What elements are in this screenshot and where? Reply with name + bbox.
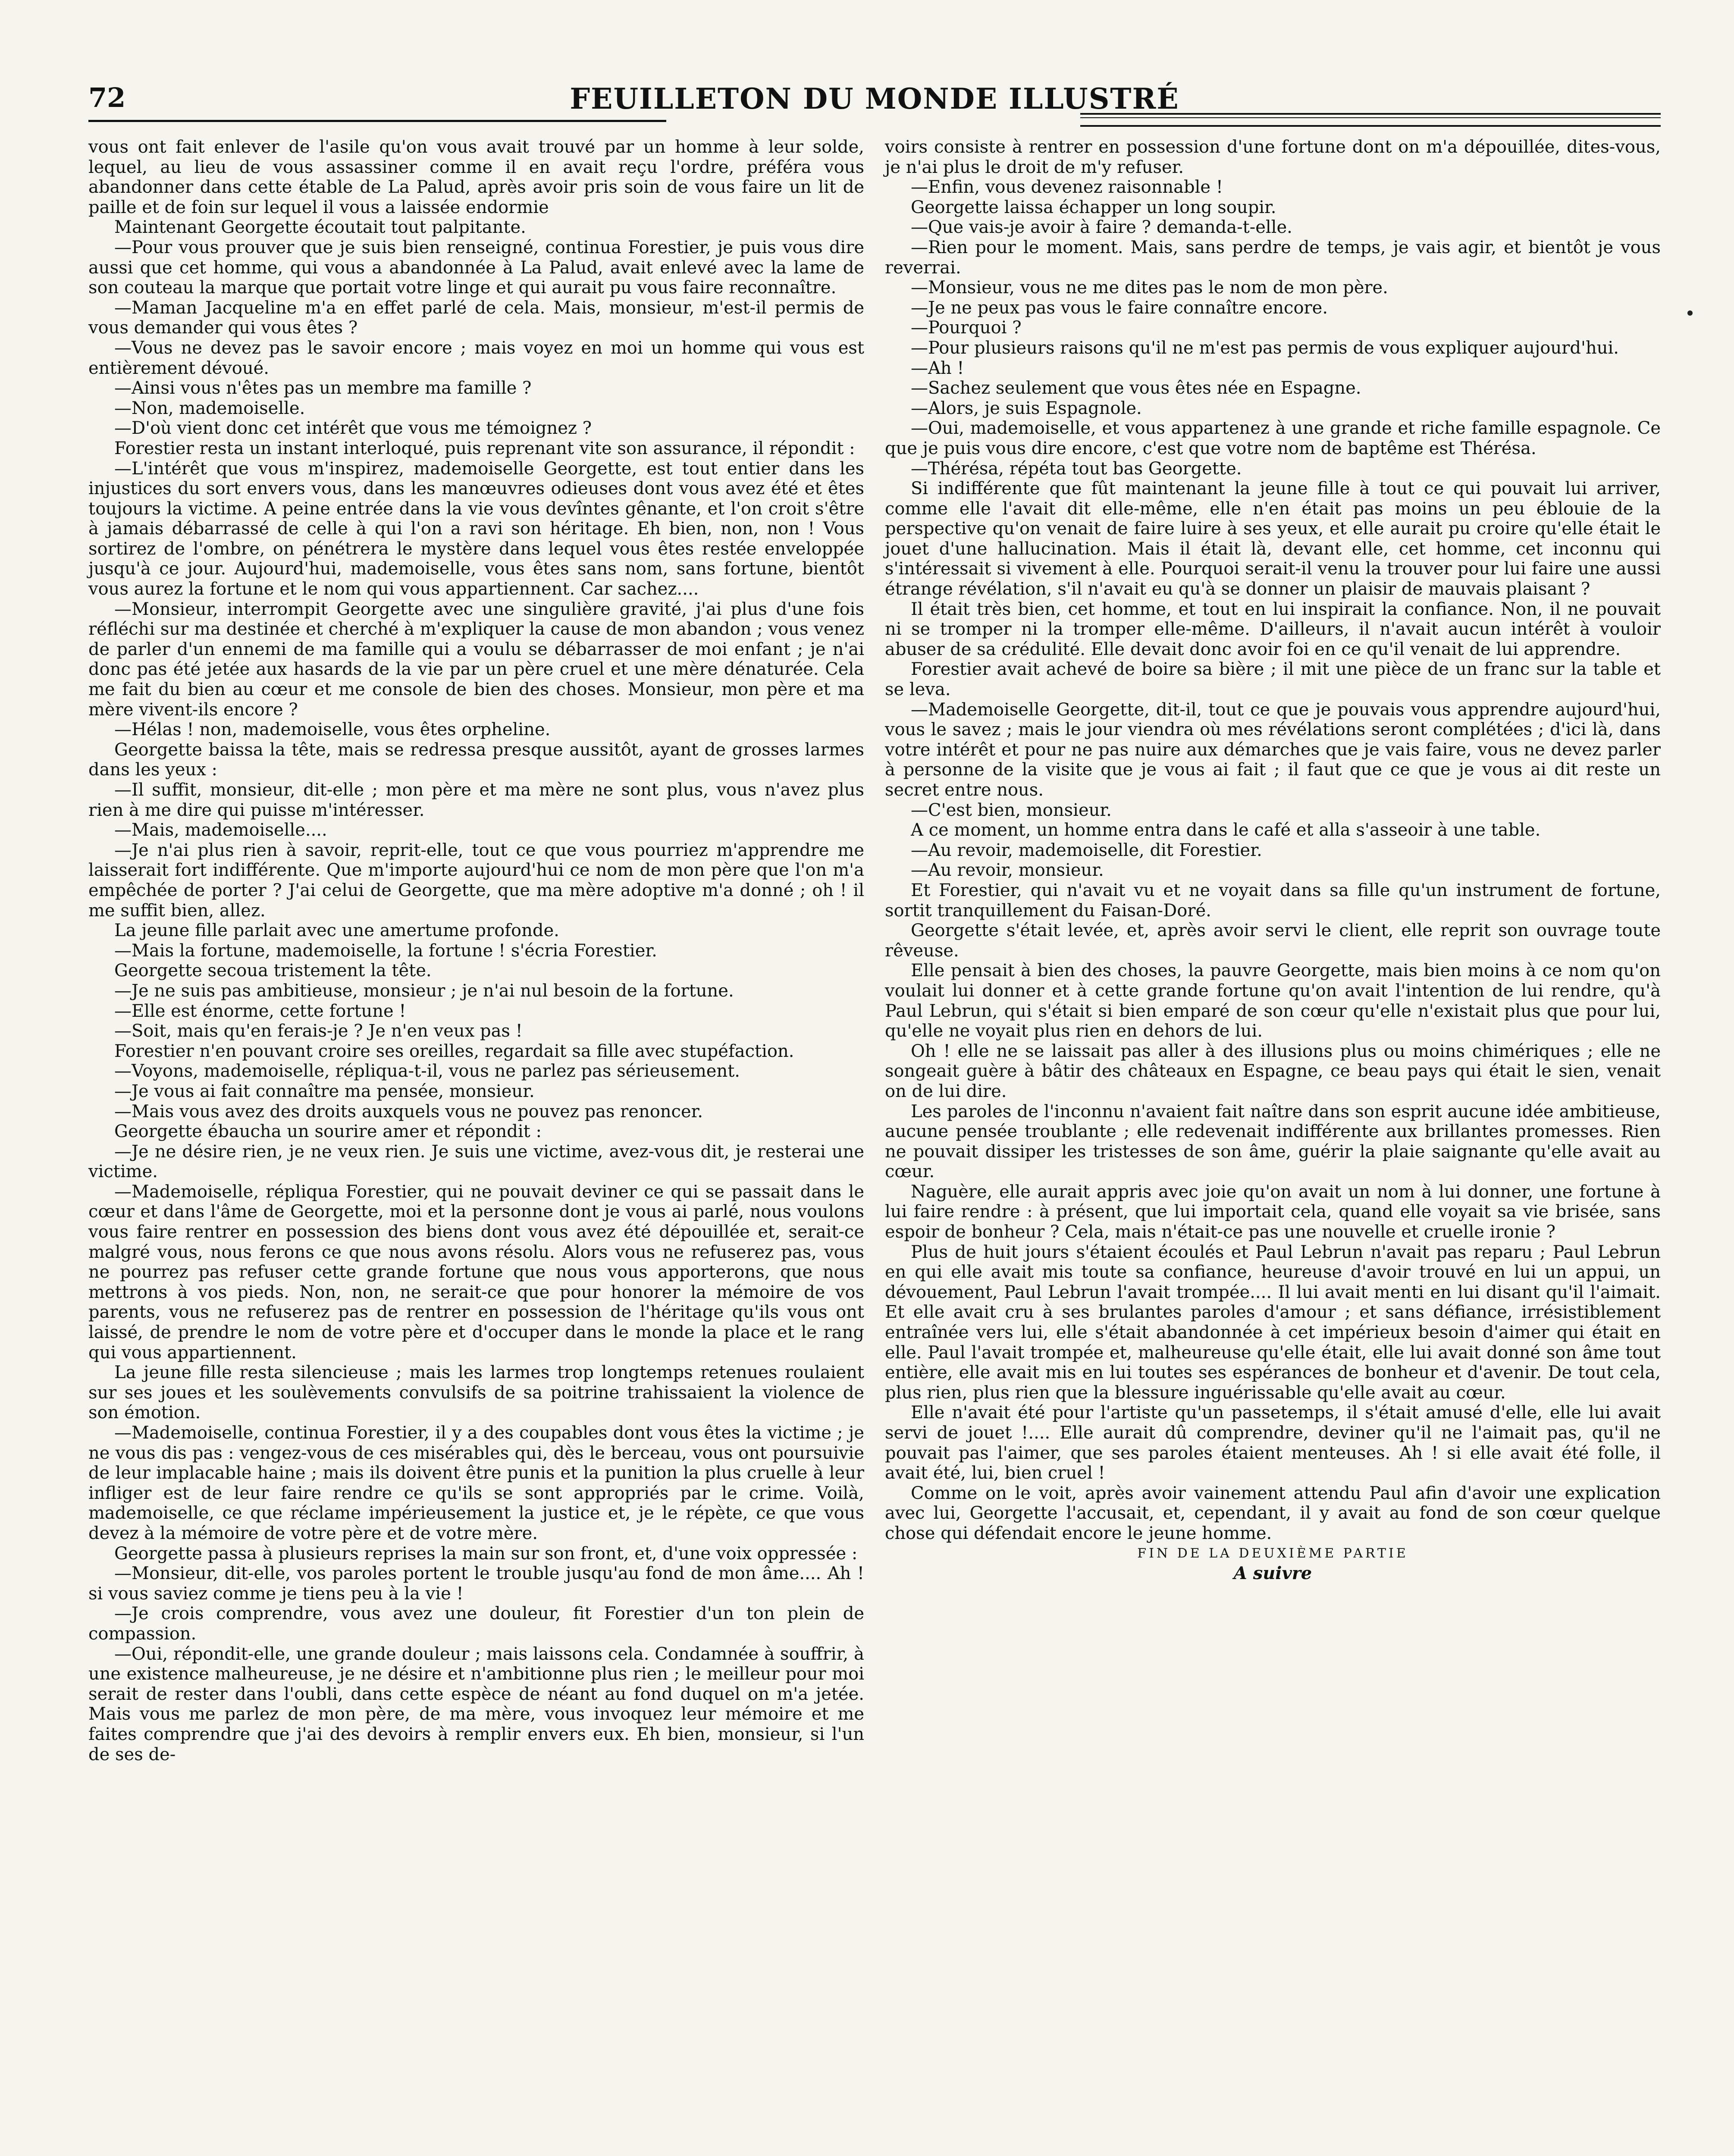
header-rule-left bbox=[88, 120, 666, 122]
paragraph: Georgette ébaucha un sourire amer et répondit : bbox=[114, 1122, 542, 1142]
paragraph: —Maman Jacqueline m'a en effet parlé de cela. Mais, monsieur, m'est-il permis de vous demander qui vous êtes ? bbox=[88, 298, 864, 338]
paragraph: voirs consiste à rentrer en possession d'une fortune dont on m'a dépouillée, dites-vous, je n'ai plus le droit de m'y refuser. bbox=[885, 137, 1661, 177]
paragraph: Comme on le voit, après avoir vainement attendu Paul afin d'avoir une explication avec lui, Georgette l'accusait, et, cependant, il y avait au fond de son cœur quelque chose qui défendait encore le jeune homme. bbox=[885, 1483, 1661, 1543]
paragraph: Forestier n'en pouvant croire ses oreilles, regardait sa fille avec stupéfaction. bbox=[114, 1041, 794, 1061]
paragraph: Elle pensait à bien des choses, la pauvre Georgette, mais bien moins à ce nom qu'on voulait lui donner et à cette grande fortune qu'on avait l'intention de lui rendre, qu'à Paul Lebrun, qui s'était si bien emparé de son cœur qu'elle n'existait plus que pour lui, qu'elle ne voyait plus rien en dehors de lui. bbox=[885, 961, 1661, 1041]
right-column bbox=[885, 137, 1661, 2053]
paragraph: —Je ne suis pas ambitieuse, monsieur ; je n'ai nul besoin de la fortune. bbox=[114, 981, 734, 1001]
paragraph: —Vous ne devez pas le savoir encore ; mais voyez en moi un homme qui vous est entièrement dévoué. bbox=[88, 338, 864, 378]
paragraph: —Je n'ai plus rien à savoir, reprit-elle, tout ce que vous pourriez m'apprendre me laisserait fort indifférente. Que m'importe aujourd'hui ce nom de mon père que l'on m'a empêchée de porter ? J'ai celui de Georgette, que ma mère adoptive m'a donné ; oh ! il me suffit bien, allez. bbox=[88, 840, 864, 921]
paragraph: —Mademoiselle, répliqua Forestier, qui ne pouvait deviner ce qui se passait dans le cœur et dans l'âme de Georgette, moi et la personne dont je vous ai parlé, nous voulons vous faire rentrer en possession des biens dont vous avez été dépouillée et, serait-ce malgré vous, nous ferons ce que nous avons résolu. Alors vous ne refuserez pas, vous ne pourrez pas refuser cette grande fortune que nous vous apporterons, que nous mettrons à vos pieds. Non, non, ne serait-ce que pour honorer la mémoire de vos parents, vous ne refuserez pas de rentrer en possession de l'héritage qu'ils vous ont laissé, de prendre le nom de votre père et d'occuper dans le monde la place et le rang qui vous appartiennent. bbox=[88, 1181, 864, 1363]
paragraph: Si indifférente que fût maintenant la jeune fille à tout ce qui pouvait lui arriver, comme elle l'avait dit elle-même, elle n'en était pas moins un peu éblouie de la perspective qu'on venait de faire luire à ses yeux, et elle aurait pu croire qu'elle était le jouet d'une hallucination. Mais il était là, devant elle, cet homme, cet inconnu qui s'intéressait si vivement à elle. Pourquoi serait-il venu la trouver pour lui faire une aussi étrange révélation, s'il n'avait eu qu'à se donner un plaisir de mauvais plaisant ? bbox=[885, 479, 1661, 599]
page-number: 72 bbox=[88, 82, 126, 113]
paragraph: —Thérésa, répéta tout bas Georgette. bbox=[911, 458, 1242, 479]
paragraph: —Il suffit, monsieur, dit-elle ; mon père et ma mère ne sont plus, vous n'avez plus rien à me dire qui puisse m'intéresser. bbox=[88, 780, 864, 820]
paragraph: Maintenant Georgette écoutait tout palpitante. bbox=[114, 217, 526, 238]
paragraph: —Pourquoi ? bbox=[911, 318, 1022, 338]
header-rule-right bbox=[1080, 113, 1661, 127]
paragraph: —Monsieur, interrompit Georgette avec une singulière gravité, j'ai plus d'une fois réfléchi sur ma destinée et cherché à m'expliquer la cause de mon abandon ; vous venez de parler d'un ennemi de ma famille qui a voulu se débarrasser de moi enfant ; je n'ai donc pas été jetée aux hasards de la vie par un père cruel et une mère dénaturée. Cela me fait du bien au cœur et me console de bien des choses. Monsieur, mon père et ma mère vivent-ils encore ? bbox=[88, 599, 864, 720]
paragraph: —Je ne peux pas vous le faire connaître encore. bbox=[911, 298, 1328, 318]
paragraph: A ce moment, un homme entra dans le café et alla s'asseoir à une table. bbox=[911, 820, 1541, 840]
paragraph: —L'intérêt que vous m'inspirez, mademoiselle Georgette, est tout entier dans les injustices du sort envers vous, dans les manœuvres odieuses dont vous avez été et êtes toujours la victime. A peine entrée dans la vie vous devîntes gênante, et l'on croit s'être à jamais débarrassé de celle à qui l'on a ravi son héritage. Eh bien, non, non ! Vous sortirez de l'ombre, on pénétrera le mystère dans lequel vous êtes restée enveloppée jusqu'à ce jour. Aujourd'hui, mademoiselle, vous êtes sans nom, sans fortune, bientôt vous aurez la fortune et le nom qui vous appartiennent. Car sachez.... bbox=[88, 458, 864, 599]
paragraph: Georgette s'était levée, et, après avoir servi le client, elle reprit son ouvrage toute rêveuse. bbox=[885, 921, 1661, 961]
left-column bbox=[88, 137, 864, 2053]
paragraph: —Monsieur, dit-elle, vos paroles portent le trouble jusqu'au fond de mon âme.... Ah ! si vous saviez comme je tiens peu à la vie ! bbox=[88, 1564, 864, 1604]
paragraph: Il était très bien, cet homme, et tout en lui inspirait la confiance. Non, il ne pouvait ni se tromper ni la tromper elle-même. D'ailleurs, il n'avait aucun intérêt à vouloir abuser de sa crédulité. Elle devait donc avoir foi en ce qu'il venait de lui apprendre. bbox=[885, 599, 1661, 659]
paragraph: Georgette baissa la tête, mais se redressa presque aussitôt, ayant de grosses larmes dans les yeux : bbox=[88, 740, 864, 780]
paragraph: —Ainsi vous n'êtes pas un membre ma famille ? bbox=[114, 378, 532, 398]
paragraph: —Que vais-je avoir à faire ? demanda-t-elle. bbox=[911, 217, 1292, 238]
paragraph: Georgette laissa échapper un long soupir. bbox=[911, 197, 1276, 217]
paragraph: —Non, mademoiselle. bbox=[114, 398, 305, 418]
paragraph: —Rien pour le moment. Mais, sans perdre de temps, je vais agir, et bientôt je vous reverrai. bbox=[885, 237, 1661, 278]
paragraph: —Pour plusieurs raisons qu'il ne m'est pas permis de vous expliquer aujourd'hui. bbox=[911, 338, 1619, 358]
paragraph: —Mademoiselle Georgette, dit-il, tout ce que je pouvais vous apprendre aujourd'hui, vous le savez ; mais le jour viendra où mes révélations seront complétées ; d'ici là, dans votre intérêt et pour ne pas nuire aux démarches que je vais faire, vous ne devez parler à personne de la visite que je vous ai fait ; il faut que ce que je vous ai dit reste un secret entre nous. bbox=[885, 699, 1661, 800]
paragraph: Forestier avait achevé de boire sa bière ; il mit une pièce de un franc sur la table et se leva. bbox=[885, 659, 1661, 700]
paragraph: Les paroles de l'inconnu n'avaient fait naître dans son esprit aucune idée ambitieuse, aucune pensée troublante ; elle redevenait indifférente aux brillantes promesses. Rien ne pouvait dissiper les tristesses de son âme, guérir la plaie saignante qu'elle avait au cœur. bbox=[885, 1101, 1661, 1182]
paragraph: —D'où vient donc cet intérêt que vous me témoignez ? bbox=[114, 418, 592, 439]
paragraph: Elle n'avait été pour l'artiste qu'un passetemps, il s'était amusé d'elle, elle lui avait servi de jouet !.... Elle aurait dû comprendre, deviner qu'il ne l'aimait pas, qu'il ne pouvait pas l'aimer, que ses paroles étaient menteuses. Ah ! si elle avait été folle, il avait été, lui, bien cruel ! bbox=[885, 1403, 1661, 1483]
paragraph: —Ah ! bbox=[911, 358, 964, 378]
paragraph: —Je crois comprendre, vous avez une douleur, fit Forestier d'un ton plein de compassion. bbox=[88, 1604, 864, 1644]
paragraph: —Je ne désire rien, je ne veux rien. Je suis une victime, avez-vous dit, je resterai une victime. bbox=[88, 1141, 864, 1182]
paragraph: —Voyons, mademoiselle, répliqua-t-il, vous ne parlez pas sérieusement. bbox=[114, 1061, 740, 1081]
paragraph: Naguère, elle aurait appris avec joie qu'on avait un nom à lui donner, une fortune à lui faire rendre : à présent, que lui importait cela, quand elle voyait sa vie brisée, sans espoir de bonheur ? Cela, mais n'était-ce pas une nouvelle et cruelle ironie ? bbox=[885, 1181, 1661, 1242]
paragraph: —Alors, je suis Espagnole. bbox=[911, 398, 1142, 418]
text-columns bbox=[88, 137, 1661, 2053]
paragraph: —Hélas ! non, mademoiselle, vous êtes orpheline. bbox=[114, 720, 551, 740]
paragraph: Georgette secoua tristement la tête. bbox=[114, 961, 432, 981]
paragraph: —Au revoir, monsieur. bbox=[911, 860, 1104, 881]
running-title: FEUILLETON DU MONDE ILLUSTRÉ bbox=[570, 82, 1179, 116]
paragraph: —Oui, répondit-elle, une grande douleur ; mais laissons cela. Condamnée à souffrir, à une existence malheureuse, je ne désire et n'ambitionne plus rien ; le meilleur pour moi serait de rester dans l'oubli, dans cette espèce de néant au fond duquel on m'a jetée. Mais vous me parlez de mon père, de ma mère, vous invoquez leur mémoire et me faites comprendre que j'ai des devoirs à remplir envers eux. Eh bien, monsieur, si l'un de ses de- bbox=[88, 1644, 864, 1764]
paragraph: —C'est bien, monsieur. bbox=[911, 800, 1112, 820]
paragraph: —Sachez seulement que vous êtes née en Espagne. bbox=[911, 378, 1361, 398]
paragraph: —Au revoir, mademoiselle, dit Forestier. bbox=[911, 840, 1262, 860]
paragraph: Forestier resta un instant interloqué, puis reprenant vite son assurance, il répondit : bbox=[114, 438, 855, 458]
paragraph: Plus de huit jours s'étaient écoulés et Paul Lebrun n'avait pas reparu ; Paul Lebrun en qui elle avait mis toute sa confiance, heureuse d'avoir trouvé en lui un appui, un dévouement, Paul Lebrun l'avait trompée.... Il lui avait menti en lui disant qu'il l'aimait. Et elle avait cru à ses brulantes paroles d'amour ; et sans défiance, irrésistiblement entraînée vers lui, elle s'était abandonnée à cet impérieux besoin d'aimer qui était en elle. Paul l'avait trompée et, malheureuse qu'elle était, elle lui avait donné son âme tout entière, elle avait mis en lui toutes ses espérances de bonheur et d'avenir. De tout cela, plus rien, plus rien que la blessure inguérissable qu'elle avait au cœur. bbox=[885, 1242, 1661, 1403]
paragraph: —Pour vous prouver que je suis bien renseigné, continua Forestier, je puis vous dire aussi que cet homme, qui vous a abandonnée à La Palud, avait enlevé avec la lame de son couteau la marque que portait votre linge et qui aurait pu vous faire reconnaître. bbox=[88, 237, 864, 298]
paragraph: Et Forestier, qui n'avait vu et ne voyait dans sa fille qu'un instrument de fortune, sortit tranquillement du Faisan-Doré. bbox=[885, 880, 1661, 921]
paragraph: La jeune fille parlait avec une amertume profonde. bbox=[114, 921, 559, 941]
paragraph: —Mais, mademoiselle.... bbox=[114, 820, 327, 840]
paragraph: —Monsieur, vous ne me dites pas le nom de mon père. bbox=[911, 278, 1388, 298]
paragraph: —Mais vous avez des droits auxquels vous ne pouvez pas renoncer. bbox=[114, 1101, 703, 1122]
paragraph: La jeune fille resta silencieuse ; mais les larmes trop longtemps retenues roulaient sur ses joues et les soulèvements convulsifs de sa poitrine trahissaient la violence de son émotion. bbox=[88, 1363, 864, 1423]
paragraph: Oh ! elle ne se laissait pas aller à des illusions plus ou moins chimériques ; elle ne songeait guère à bâtir des châteaux en Espagne, ce beau pays qui était le sien, venait on de lui dire. bbox=[885, 1041, 1661, 1101]
margin-dot bbox=[1687, 310, 1693, 316]
paragraph: —Soit, mais qu'en ferais-je ? Je n'en veux pas ! bbox=[114, 1021, 523, 1041]
to-be-continued: A suivre bbox=[1233, 1563, 1312, 1584]
paragraph: —Mais la fortune, mademoiselle, la fortune ! s'écria Forestier. bbox=[114, 940, 657, 961]
end-of-part-note: FIN DE LA DEUXIÈME PARTIE bbox=[1137, 1545, 1408, 1561]
page-header bbox=[88, 82, 1661, 127]
paragraph: —Enfin, vous devenez raisonnable ! bbox=[911, 177, 1223, 197]
paragraph: —Mademoiselle, continua Forestier, il y a des coupables dont vous êtes la victime ; je ne vous dis pas : vengez-vous de ces misérables qui, dès le berceau, vous ont poursuivie de leur implacable haine ; mais ils doivent être punis et la punition la plus cruelle à leur infliger est de leur faire rendre ce qu'ils se sont appropriés par le crime. Voilà, mademoiselle, ce que réclame impérieusement la justice et, je le répète, ce que vous devez à la mémoire de votre père et de votre mère. bbox=[88, 1423, 864, 1543]
paragraph: Georgette passa à plusieurs reprises la main sur son front, et, d'une voix oppressée : bbox=[114, 1543, 858, 1564]
paragraph: —Je vous ai fait connaître ma pensée, monsieur. bbox=[114, 1081, 535, 1101]
right-column-paragraphs bbox=[885, 137, 1661, 1544]
paragraph: —Elle est énorme, cette fortune ! bbox=[114, 1001, 406, 1021]
paragraph: —Oui, mademoiselle, et vous appartenez à une grande et riche famille espagnole. Ce que je puis vous dire encore, c'est que votre nom de baptême est Thérésa. bbox=[885, 418, 1661, 458]
paragraph: vous ont fait enlever de l'asile qu'on vous avait trouvé par un homme à leur solde, lequel, au lieu de vous assassiner comme il en avait reçu l'ordre, préféra vous abandonner dans cette étable de La Palud, après avoir pris soin de vous faire un lit de paille et de foin sur lequel il vous a laissée endormie bbox=[88, 137, 864, 217]
